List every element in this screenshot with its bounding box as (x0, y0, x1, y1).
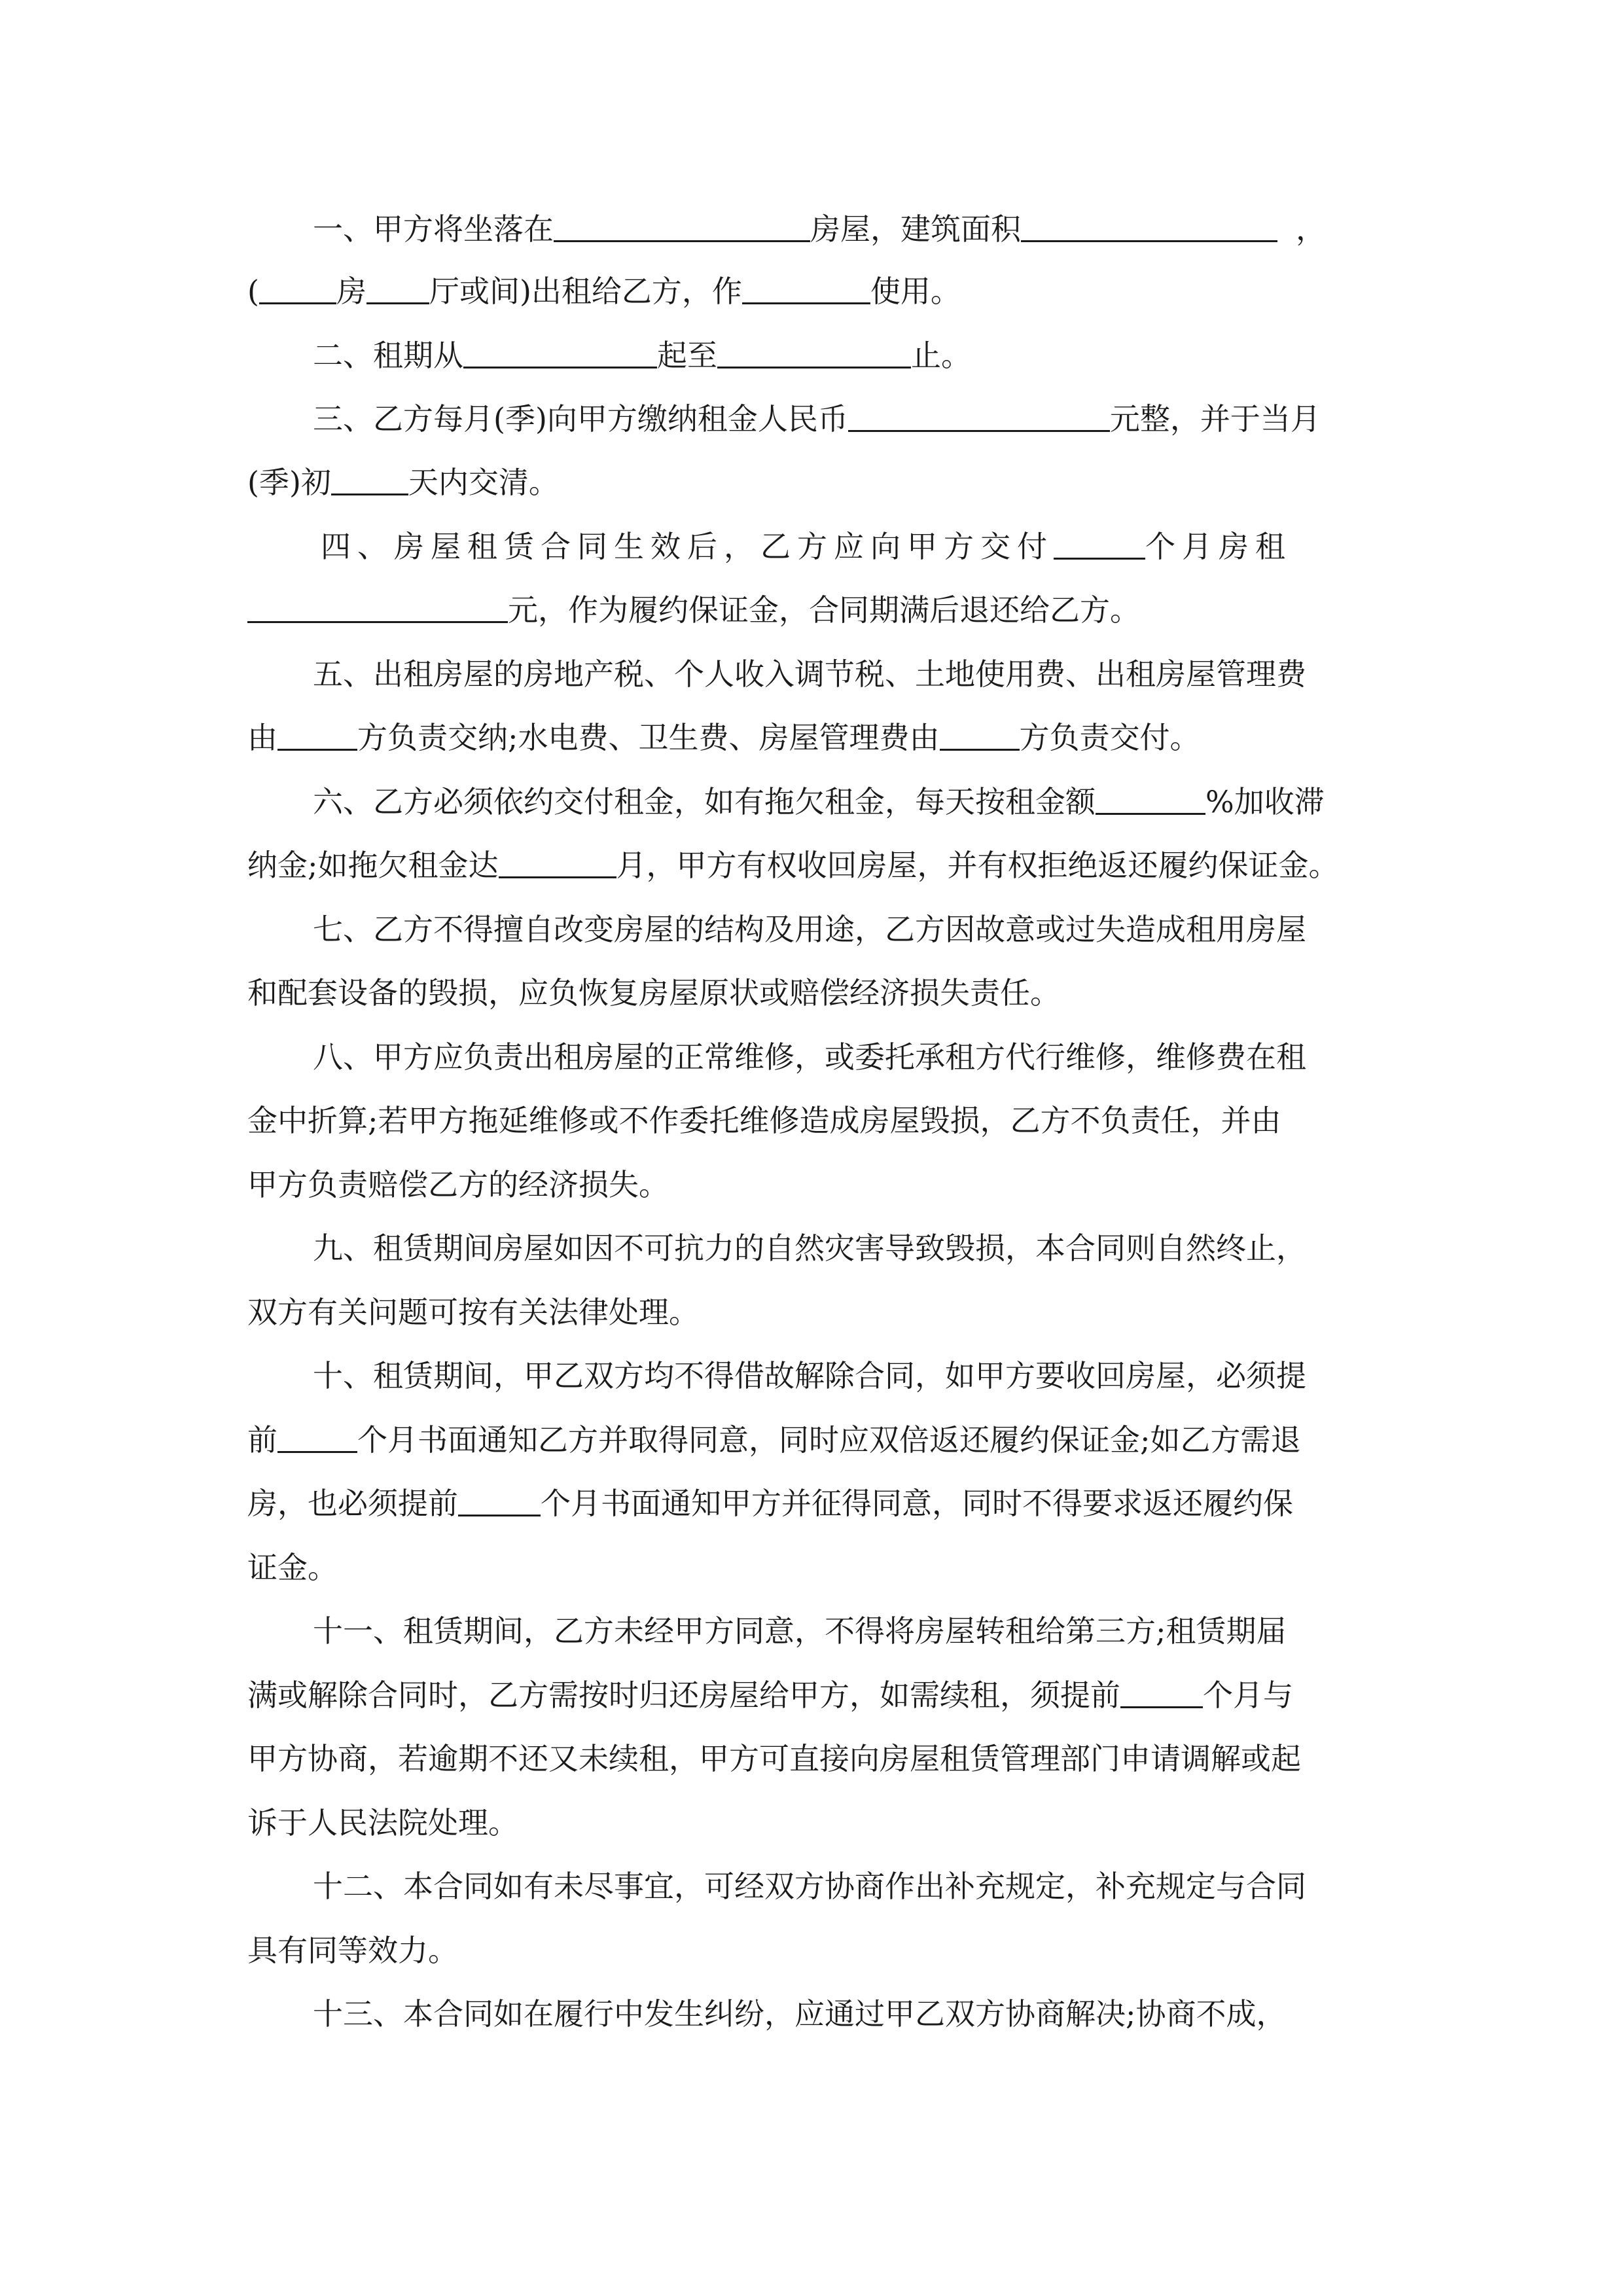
clause-10-line-2: 前 个月书面通知乙方并取得同意，同时应双倍返还履约保证金;如乙方需退 (247, 1422, 1301, 1458)
deposit-months-blank[interactable] (1054, 529, 1145, 560)
payment-days-blank[interactable] (331, 465, 408, 495)
tax-party-blank[interactable] (277, 720, 357, 751)
clause-3-line-1: 三、乙方每月(季)向甲方缴纳租金人民币 元整，并于当月 (313, 401, 1321, 437)
clause-7-line-2: 和配套设备的毁损，应负恢复房屋原状或赔偿经济损失责任。 (247, 975, 1060, 1011)
address-blank[interactable] (554, 211, 810, 242)
late-fee-rate-blank[interactable] (1096, 784, 1205, 815)
clause-11-line-2: 满或解除合同时，乙方需按时归还房屋给甲方，如需续租，须提前 个月与 (247, 1677, 1293, 1713)
landlord-notice-months-blank[interactable] (277, 1422, 357, 1453)
clause-6-line-2: 纳金;如拖欠租金达 月，甲方有权收回房屋，并有权拒绝返还履约保证金。 (247, 848, 1339, 883)
lease-end-blank[interactable] (717, 338, 911, 368)
clause-11-line-3: 甲方协商，若逾期不还又未续租，甲方可直接向房屋租赁管理部门申请调解或起 (247, 1741, 1301, 1776)
utility-party-blank[interactable] (940, 720, 1020, 751)
clause-6-line-1: 六、乙方必须依约交付租金，如有拖欠租金，每天按租金额 %加收滞 (313, 784, 1325, 819)
clause-5-line-1: 五、出租房屋的房地产税、个人收入调节税、土地使用费、出租房屋管理费 (313, 656, 1306, 692)
clause-3-line-2: (季)初 天内交清。 (247, 465, 559, 500)
clause-13-line-1: 十三、本合同如在履行中发生纠纷，应通过甲乙双方协商解决;协商不成， (313, 1996, 1287, 2032)
arrears-months-blank[interactable] (499, 848, 616, 878)
clause-8-line-3: 甲方负责赔偿乙方的经济损失。 (247, 1167, 669, 1202)
room-count-blank[interactable] (259, 274, 336, 304)
clause-12-line-1: 十二、本合同如有未尽事宜，可经双方协商作出补充规定，补充规定与合同 (313, 1869, 1306, 1904)
clause-10-line-4: 证金。 (247, 1550, 338, 1585)
clause-8-line-1: 八、甲方应负责出租房屋的正常维修，或委托承租方代行维修，维修费在租 (313, 1039, 1306, 1075)
clause-2-line-1: 二、租期从 起至 止。 (313, 338, 971, 373)
clause-4-line-1: 四、房屋租赁合同生效后，乙方应向甲方交付 个月房租 (321, 529, 1292, 564)
clause-11-line-1: 十一、租赁期间，乙方未经甲方同意，不得将房屋转租给第三方;租赁期届 (313, 1613, 1287, 1649)
clause-10-line-1: 十、租赁期间，甲乙双方均不得借故解除合同，如甲方要收回房屋，必须提 (313, 1358, 1306, 1393)
rent-amount-blank[interactable] (848, 401, 1110, 432)
clause-1-line-1: 一、甲方将坐落在 房屋，建筑面积 ， (313, 211, 1326, 247)
area-blank[interactable] (1021, 211, 1277, 242)
clause-12-line-2: 具有同等效力。 (247, 1933, 458, 1968)
clause-9-line-1: 九、租赁期间房屋如因不可抗力的自然灾害导致毁损，本合同则自然终止， (313, 1230, 1306, 1266)
clause-8-line-2: 金中折算;若甲方拖延维修或不作委托维修造成房屋毁损，乙方不负责任，并由 (247, 1103, 1281, 1138)
clause-4-line-2: 元，作为履约保证金，合同期满后退还给乙方。 (247, 587, 1140, 633)
clause-11-line-4: 诉于人民法院处理。 (247, 1805, 518, 1840)
usage-blank[interactable] (742, 274, 870, 304)
renewal-notice-months-blank[interactable] (1120, 1677, 1203, 1708)
clause-5-line-2: 由 方负责交纳;水电费、卫生费、房屋管理费由 方负责交付。 (247, 720, 1200, 755)
clause-7-line-1: 七、乙方不得擅自改变房屋的结构及用途，乙方因故意或过失造成租用房屋 (313, 912, 1306, 947)
lease-start-blank[interactable] (463, 338, 657, 368)
deposit-amount-blank[interactable] (247, 592, 508, 623)
tenant-notice-months-blank[interactable] (458, 1486, 541, 1516)
clause-1-line-2: ( 房 厅或间)出租给乙方，作 使用。 (247, 274, 961, 309)
clause-10-line-3: 房，也必须提前 个月书面通知甲方并征得同意，同时不得要求返还履约保 (247, 1486, 1293, 1521)
clause-9-line-2: 双方有关问题可按有关法律处理。 (247, 1295, 699, 1330)
hall-count-blank[interactable] (366, 274, 429, 304)
